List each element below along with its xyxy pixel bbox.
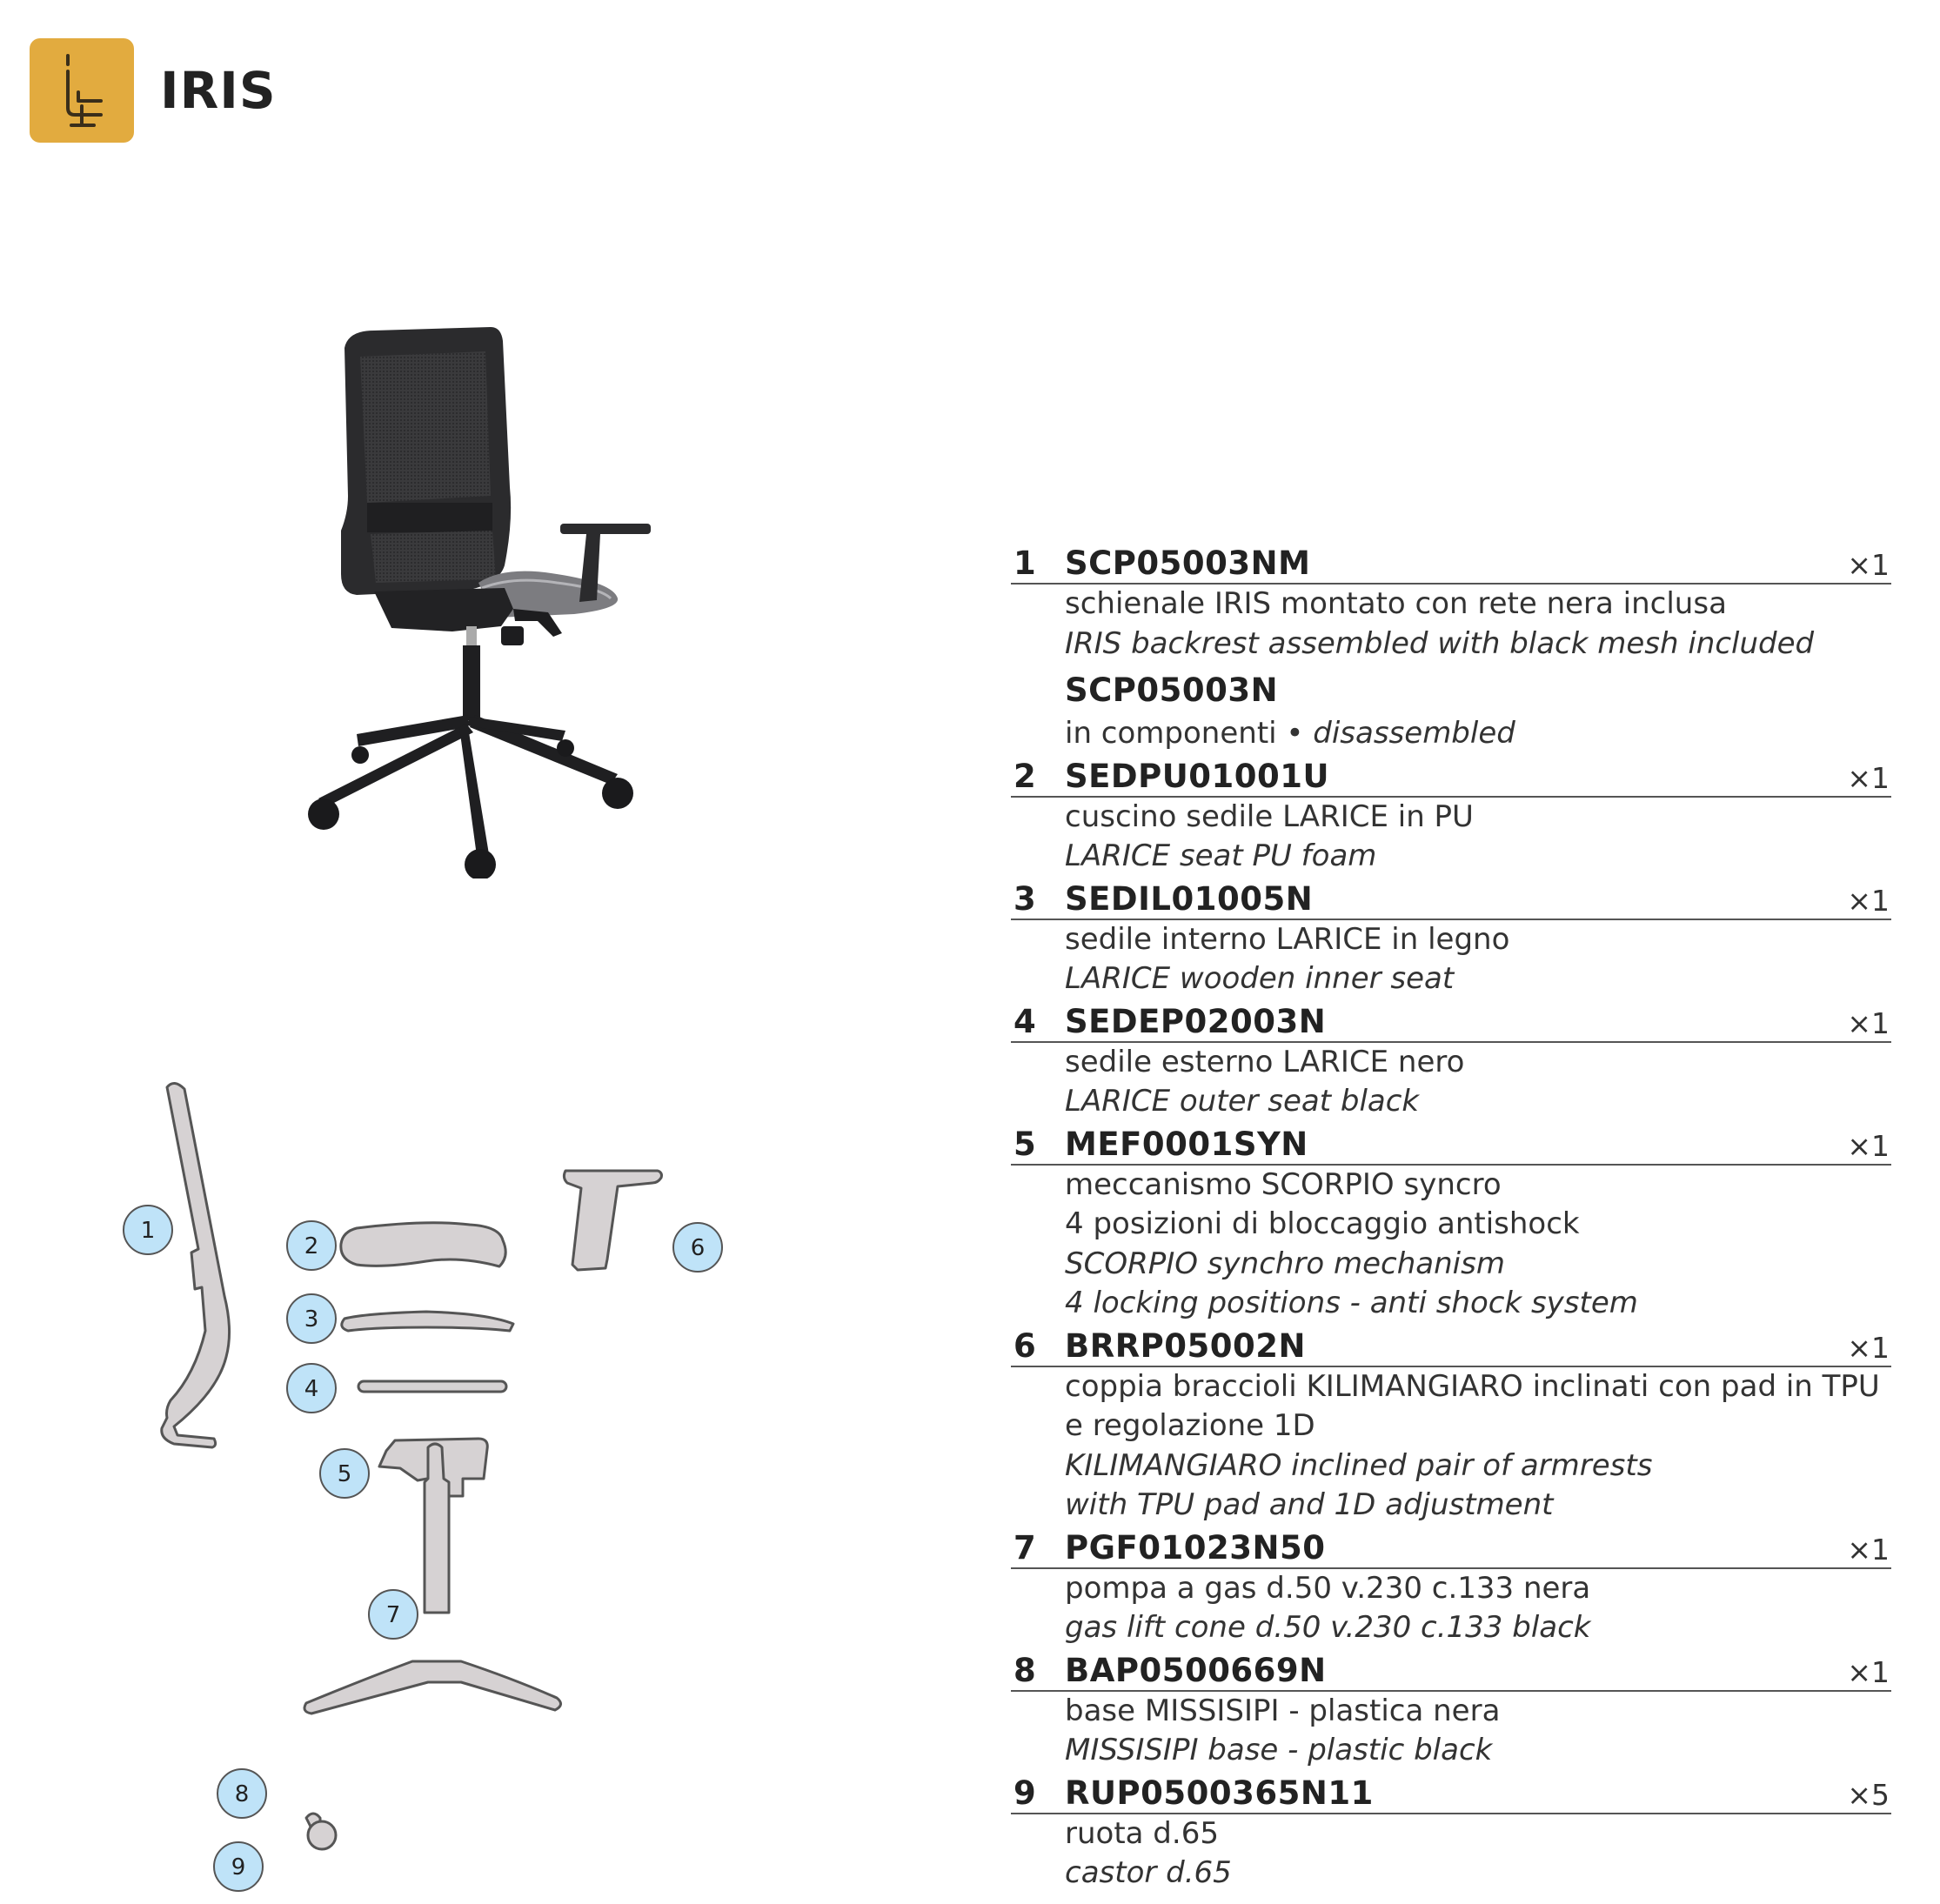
callout-3 xyxy=(287,1294,336,1343)
svg-text:4: 4 xyxy=(304,1376,319,1402)
part-desc-it: sedile esterno LARICE nero xyxy=(1065,1044,1465,1079)
part-quantity: ×1 xyxy=(1847,1005,1890,1040)
part-desc-en-2: 4 locking positions - anti shock system xyxy=(1065,1286,1638,1320)
part-desc-it: ruota d.65 xyxy=(1065,1815,1219,1851)
part-desc-it: coppia braccioli KILIMANGIARO inclinati con pad in TPU e regolazione 1D xyxy=(1065,1368,1880,1443)
part-quantity: ×1 xyxy=(1847,883,1890,918)
callout-9 xyxy=(214,1842,263,1891)
part-code: PGF01023N50 xyxy=(1065,1528,1326,1567)
parts-list xyxy=(1011,544,1891,1897)
callout-5 xyxy=(320,1449,369,1498)
part-desc-en: IRIS backrest assembled with black mesh included xyxy=(1065,625,1815,661)
part-row xyxy=(1011,1652,1891,1771)
part-quantity: ×1 xyxy=(1847,1654,1890,1689)
part-desc-en: LARICE wooden inner seat xyxy=(1065,961,1455,996)
part-desc-en: SCORPIO synchro mechanism xyxy=(1065,1246,1505,1281)
part-desc-en: gas lift cone d.50 v.230 c.133 black xyxy=(1065,1610,1591,1645)
category-logo xyxy=(30,38,134,143)
part-4-outer-seat xyxy=(358,1381,506,1392)
part-desc-it-2: 4 posizioni di bloccaggio antishock xyxy=(1065,1206,1580,1241)
svg-text:5: 5 xyxy=(337,1461,352,1487)
part-row xyxy=(1011,880,1891,999)
part-desc-en-2: with TPU pad and 1D adjustment xyxy=(1065,1487,1554,1522)
part-desc-en: KILIMANGIARO inclined pair of armrests xyxy=(1065,1447,1653,1483)
part-number: 5 xyxy=(1013,1125,1036,1163)
part-desc-en: MISSISIPI base - plastic black xyxy=(1065,1733,1493,1767)
part-number: 4 xyxy=(1013,1002,1036,1040)
callout-7 xyxy=(369,1590,418,1639)
part-code: SEDIL01005N xyxy=(1065,879,1314,918)
callout-1 xyxy=(124,1206,172,1254)
callout-4 xyxy=(287,1364,336,1413)
part-code: SEDEP02003N xyxy=(1065,1002,1327,1040)
part-row xyxy=(1011,1003,1891,1122)
part-row xyxy=(1011,758,1891,877)
part-row xyxy=(1011,1126,1891,1324)
part-header xyxy=(1011,1652,1891,1692)
part-header xyxy=(1011,758,1891,798)
svg-text:8: 8 xyxy=(234,1781,250,1807)
part-3-inner-seat xyxy=(342,1312,513,1331)
part-number: 8 xyxy=(1013,1651,1036,1689)
part-number: 7 xyxy=(1013,1528,1036,1567)
part-code: BRRP05002N xyxy=(1065,1326,1306,1365)
part-6-armrest xyxy=(564,1171,661,1270)
part-quantity: ×1 xyxy=(1847,548,1890,582)
callout-8 xyxy=(217,1769,266,1818)
part-row xyxy=(1011,1327,1891,1526)
chair-category-icon xyxy=(30,38,134,143)
part-1-backrest xyxy=(162,1083,230,1447)
part-9-castor-wheel xyxy=(308,1821,336,1849)
callout-2 xyxy=(287,1221,336,1270)
part-row xyxy=(1011,1774,1891,1894)
chair-photo xyxy=(296,322,661,879)
part-header xyxy=(1011,1529,1891,1569)
part-header xyxy=(1011,1327,1891,1367)
part-code: MEF0001SYN xyxy=(1065,1125,1308,1163)
part-quantity: ×1 xyxy=(1847,760,1890,795)
svg-text:1: 1 xyxy=(140,1218,156,1244)
part-header xyxy=(1011,1003,1891,1043)
callout-6 xyxy=(673,1223,722,1272)
svg-text:9: 9 xyxy=(231,1854,246,1881)
part-quantity: ×5 xyxy=(1847,1777,1890,1812)
part-desc-it: cuscino sedile LARICE in PU xyxy=(1065,798,1474,834)
part-alt-desc xyxy=(1065,714,1891,754)
part-quantity: ×1 xyxy=(1847,1330,1890,1365)
part-desc-en: castor d.65 xyxy=(1065,1855,1232,1890)
part-desc-it: sedile interno LARICE in legno xyxy=(1065,921,1510,957)
svg-text:6: 6 xyxy=(690,1235,706,1261)
part-desc-it: meccanismo SCORPIO syncro xyxy=(1065,1166,1502,1202)
part-header xyxy=(1011,1126,1891,1166)
part-2-seat-foam xyxy=(341,1223,505,1266)
part-desc-it: schienale IRIS montato con rete nera inclusa xyxy=(1065,586,1727,621)
part-desc-it: pompa a gas d.50 v.230 c.133 nera xyxy=(1065,1570,1591,1606)
part-number: 6 xyxy=(1013,1326,1036,1365)
part-desc-en: LARICE seat PU foam xyxy=(1065,838,1377,873)
part-header xyxy=(1011,880,1891,920)
svg-text:2: 2 xyxy=(304,1233,319,1259)
page-title: IRIS xyxy=(160,61,277,120)
part-code: BAP0500669N xyxy=(1065,1651,1327,1689)
part-number: 2 xyxy=(1013,757,1036,795)
part-quantity: ×1 xyxy=(1847,1532,1890,1567)
part-desc-it: base MISSISIPI - plastica nera xyxy=(1065,1693,1501,1728)
part-code: SCP05003NM xyxy=(1065,544,1311,582)
svg-text:7: 7 xyxy=(385,1602,401,1628)
part-8-base xyxy=(304,1661,561,1714)
part-row xyxy=(1011,1529,1891,1648)
part-row xyxy=(1011,544,1891,754)
part-quantity: ×1 xyxy=(1847,1128,1890,1163)
part-code: SEDPU01001U xyxy=(1065,757,1330,795)
svg-text:3: 3 xyxy=(304,1306,319,1333)
part-number: 1 xyxy=(1013,544,1036,582)
part-number: 3 xyxy=(1013,879,1036,918)
part-header xyxy=(1011,544,1891,585)
part-code: RUP0500365N11 xyxy=(1065,1774,1374,1812)
part-alt-code: SCP05003N xyxy=(1065,671,1279,709)
exploded-parts-diagram xyxy=(104,1070,835,1896)
part-alt-desc-en: disassembled xyxy=(1313,716,1515,751)
part-header xyxy=(1011,1774,1891,1814)
part-number: 9 xyxy=(1013,1774,1036,1812)
part-desc-en: LARICE outer seat black xyxy=(1065,1084,1420,1119)
part-alt-desc-it: in componenti • xyxy=(1065,716,1314,751)
